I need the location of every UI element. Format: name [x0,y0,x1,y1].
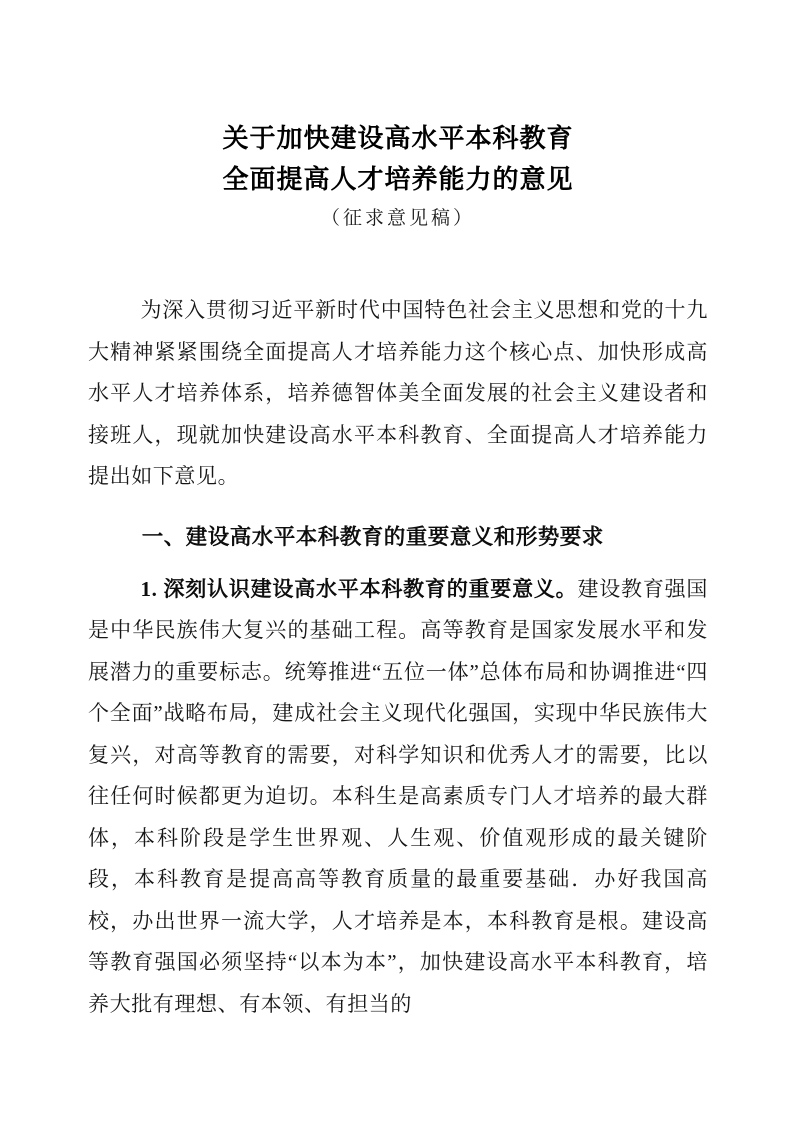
point-1-body-text: 建设教育强国是中华民族伟大复兴的基础工程。高等教育是国家发展水平和发展潜力的重要标志。统筹推进“五位一体”总体布局和协调推进“四个全面”战略布局，建成社会主义现代化强国，实现中华民族伟大复兴，对高等教育的需要，对科学知识和优秀人才的需要，比以往任何时候都更为迫切。本科生是高素质专门人才培养的最大群体，本科阶段是学生世界观、人生观、价值观形成的最关键阶段，本科教育是提高高等教育质量的最重要基础．办好我国高校，办出世界一流大学，人才培养是本，本科教育是根。建设高等教育强国必须坚持“以本为本”，加快建设高水平本科教育，培养大批有理想、有本领、有担当的 [88,576,708,1016]
document-title [88,118,708,200]
section-heading-1: 一、建设高水平本科教育的重要意义和形势要求 [141,524,604,549]
document-subtitle: （征求意见稿） [320,208,475,229]
intro-paragraph: 为深入贯彻习近平新时代中国特色社会主义思想和党的十九大精神紧紧围绕全面提高人才培养能力这个核心点、加快形成高水平人才培养体系，培养德智体美全面发展的社会主义建设者和接班人，现就加快建设高水平本科教育、全面提高人才培养能力提出如下意见。 [88,298,708,488]
document-title-line-1: 关于加快建设高水平本科教育 [222,124,574,153]
document-title-line-2: 全面提高人才培养能力的意见 [222,165,574,194]
point-1-paragraph [88,569,708,1026]
point-1-lead-sentence: 1. 深刻认识建设高水平本科教育的重要意义。 [140,576,578,601]
